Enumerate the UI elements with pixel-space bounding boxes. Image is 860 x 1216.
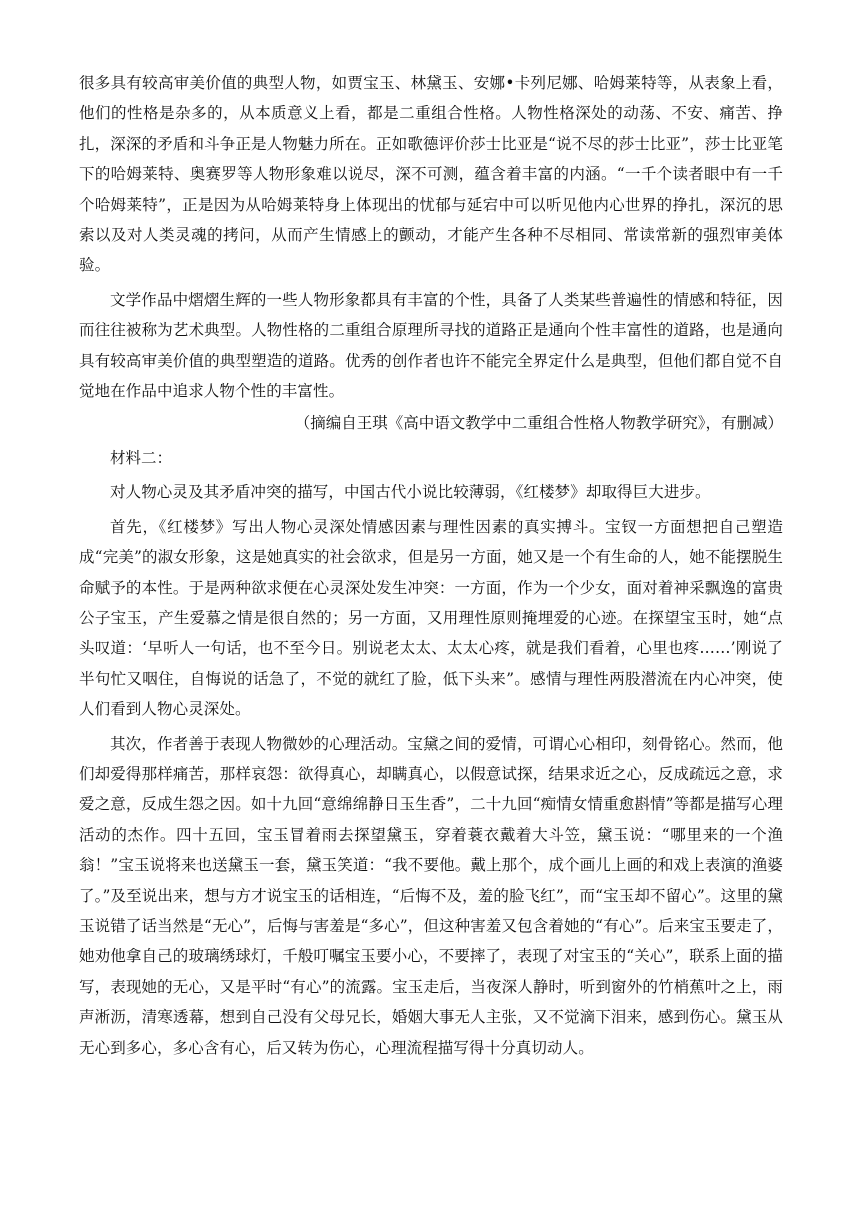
material-two-label: 材料二：	[110, 448, 173, 467]
paragraph-first-point: 首先，《红楼梦》写出人物心灵深处情感因素与理性因素的真实搏斗。宝钗一方面想把自己塑造成“完美”的淑女形象，这是她真实的社会欲求，但是另一方面，她又是一个有生命的人，她不能摆脱生命赋予的本性。于是两种欲求便在心灵深处发生冲突：一方面，作为一个少女，面对着神采飘逸的富贵公子宝玉，产生爱慕之情是很自然的；另一方面，又用理性原则掩埋爱的心迹。在探望宝玉时，她“点头叹道：‘早听人一句话，也不至今日。别说老太太、太太心疼，就是我们看着，心里也疼……’刚说了半句忙又咽住，自悔说的话急了，不觉的就红了脸，低下头来”。感情与理性两股潜流在内心冲突，使人们看到人物心灵深处。	[79, 517, 783, 719]
paragraph-hongloumeng-intro: 对人物心灵及其矛盾冲突的描写，中国古代小说比较薄弱，《红楼梦》却取得巨大进步。	[110, 483, 711, 502]
document-body	[79, 68, 783, 1063]
paragraph-second-point: 其次，作者善于表现人物微妙的心理活动。宝黛之间的爱情，可谓心心相印，刻骨铭心。然而，他们却爱得那样痛苦，那样哀怨：欲得真心，却瞒真心，以假意试探，结果求近之心，反成疏远之意，求爱之意，反成生怨之因。如十九回“意绵绵静日玉生香”，二十九回“痴情女情重愈斟情”等都是描写心理活动的杰作。四十五回，宝玉冒着雨去探望黛玉，穿着蓑衣戴着大斗笠，黛玉说：“哪里来的一个渔翁！”宝玉说将来也送黛玉一套，黛玉笑道：“我不要他。戴上那个，成个画儿上画的和戏上表演的渔婆了。”及至说出来，想与方才说宝玉的话相连，“后悔不及，羞的脸飞红”，而“宝玉却不留心”。这里的黛玉说错了话当然是“无心”，后悔与害羞是“多心”，但这种害羞又包含着她的“有心”。后来宝玉要走了，她劝他拿自己的玻璃绣球灯，千般叮嘱宝玉要小心，不要摔了，表现了对宝玉的“关心”，联系上面的描写，表现她的无心，又是平时“有心”的流露。宝玉走后，当夜深人静时，听到窗外的竹梢蕉叶之上，雨声淅沥，清寒透幕，想到自己没有父母兄长，婚姻大事无人主张，又不觉滴下泪来，感到伤心。黛玉从无心到多心，多心含有心，后又转为伤心，心理流程描写得十分真切动人。	[79, 734, 783, 1057]
paragraph-typical-characters: 很多具有较高审美价值的典型人物，如贾宝玉、林黛玉、安娜•卡列尼娜、哈姆莱特等，从表象上看，他们的性格是杂多的，从本质意义上看，都是二重组合性格。人物性格深处的动荡、不安、痛苦、挣扎，深深的矛盾和斗争正是人物魅力所在。正如歌德评价莎士比亚是“说不尽的莎士比亚”，莎士比亚笔下的哈姆莱特、奥赛罗等人物形象难以说尽，深不可测，蕴含着丰富的内涵。“一千个读者眼中有一千个哈姆莱特”，正是因为从哈姆莱特身上体现出的忧郁与延宕中可以听见他内心世界的挣扎，深沉的思索以及对人类灵魂的拷问，从而产生情感上的颤动，才能产生各种不尽相同、常读常新的强烈审美体验。	[79, 74, 783, 275]
paragraph-artistic-typicality: 文学作品中熠熠生辉的一些人物形象都具有丰富的个性，具备了人类某些普遍性的情感和特征，因而往往被称为艺术典型。人物性格的二重组合原理所寻找的道路正是通向个性丰富性的道路，也是通向具有较高审美价值的典型塑造的道路。优秀的创作者也许不能完全界定什么是典型，但他们都自觉不自觉地在作品中追求人物个性的丰富性。	[79, 290, 783, 401]
source-citation: （摘编自王琪《高中语文教学中二重组合性格人物教学研究》，有删减）	[294, 414, 783, 433]
